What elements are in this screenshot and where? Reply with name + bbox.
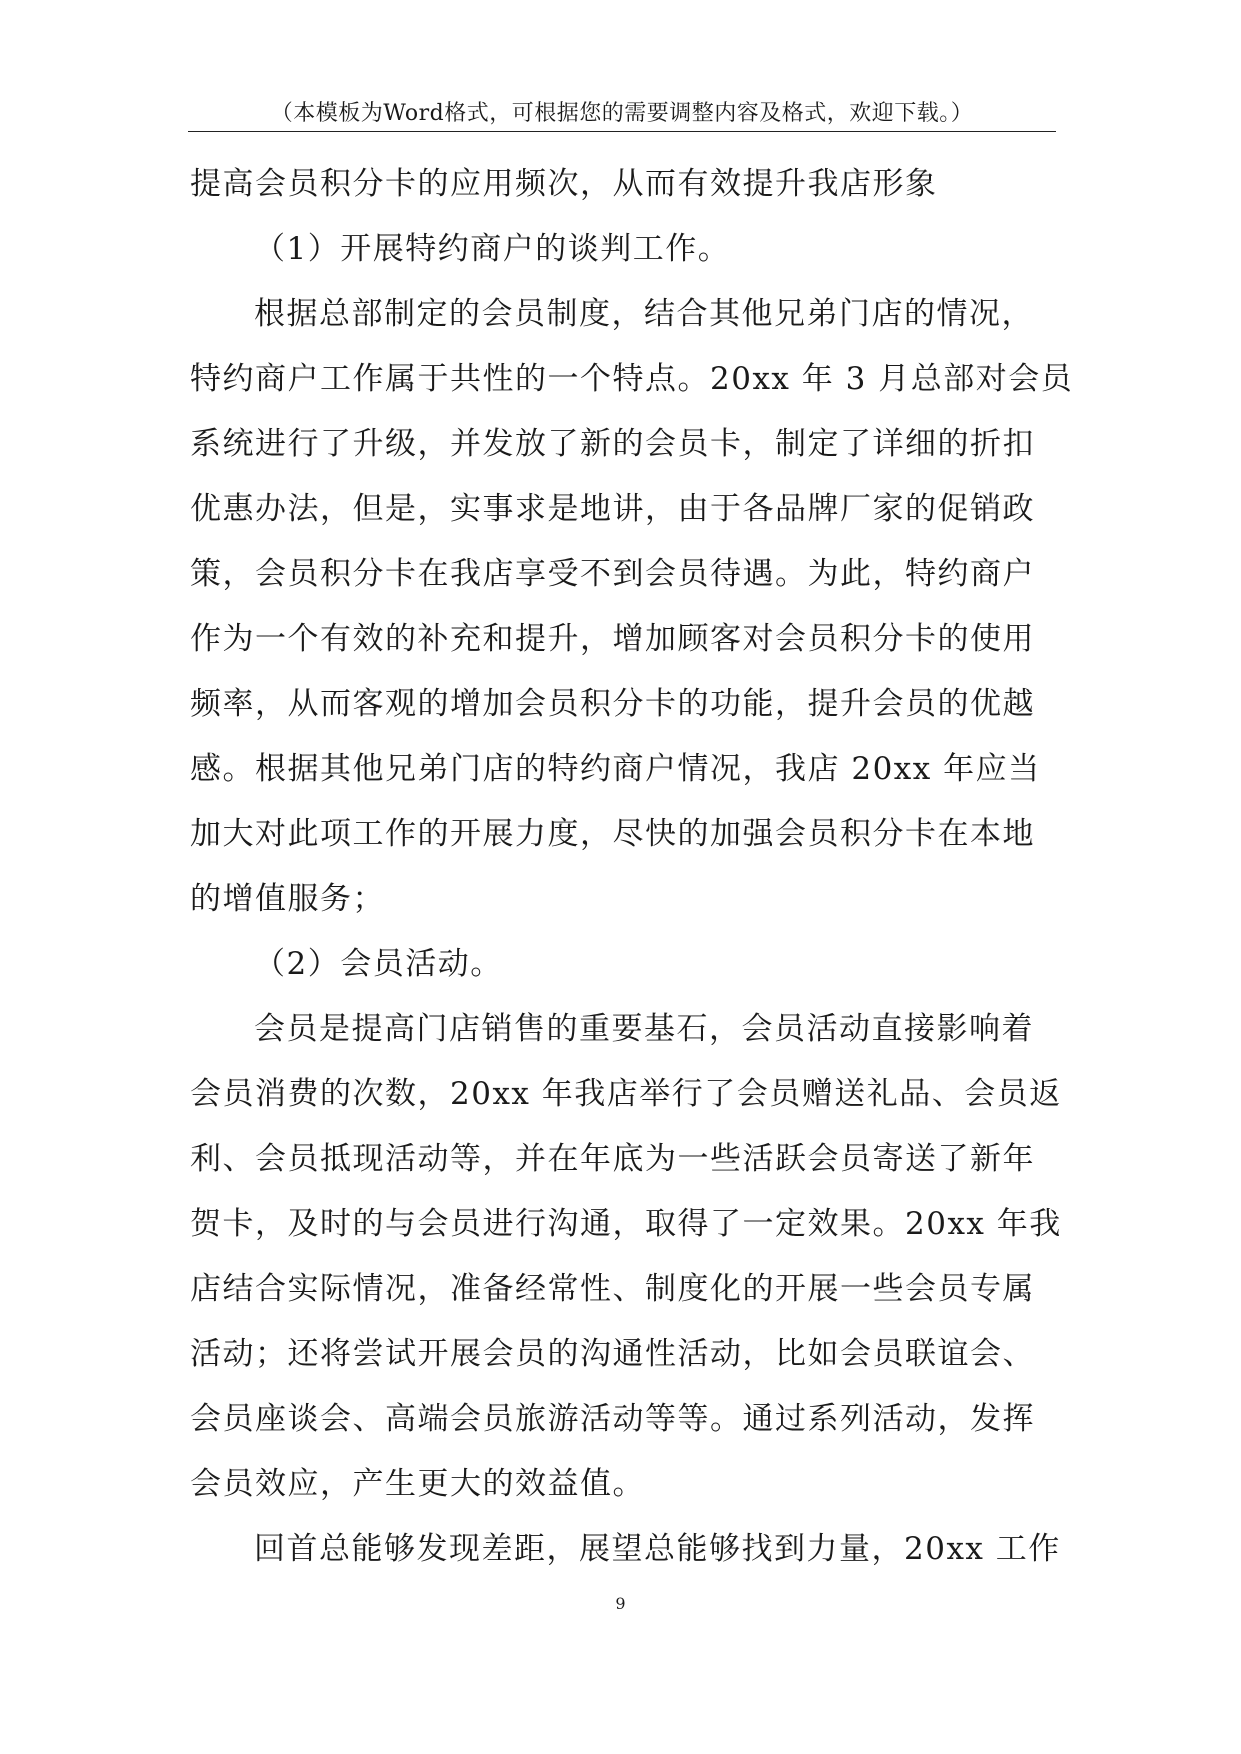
text-line: 根据总部制定的会员制度，结合其他兄弟门店的情况，: [254, 296, 1034, 332]
text-line: 会员效应，产生更大的效益值。: [190, 1466, 645, 1502]
text-line: 店结合实际情况，准备经常性、制度化的开展一些会员专属: [190, 1271, 1035, 1307]
text-line: 回首总能够发现差距，展望总能够找到力量，20xx 工作: [254, 1531, 1061, 1567]
text-line: 会员消费的次数，20xx 年我店举行了会员赠送礼品、会员返: [190, 1076, 1062, 1112]
text-line: 策，会员积分卡在我店享受不到会员待遇。为此，特约商户: [190, 556, 1035, 592]
text-line: 会员座谈会、高端会员旅游活动等等。通过系列活动，发挥: [190, 1401, 1035, 1437]
section-heading: （1）开展特约商户的谈判工作。: [254, 231, 731, 267]
body-text: [190, 160, 1074, 1590]
section-heading: （2）会员活动。: [254, 946, 503, 982]
text-line: 频率，从而客观的增加会员积分卡的功能，提升会员的优越: [190, 686, 1035, 722]
text-line: 特约商户工作属于共性的一个特点。20xx 年 3 月总部对会员: [190, 361, 1074, 397]
text-line: 贺卡，及时的与会员进行沟通，取得了一定效果。20xx 年我: [190, 1206, 1062, 1242]
text-line: 会员是提高门店销售的重要基石，会员活动直接影响着: [254, 1011, 1034, 1047]
text-line: 作为一个有效的补充和提升，增加顾客对会员积分卡的使用: [190, 621, 1035, 657]
text-line: 活动；还将尝试开展会员的沟通性活动，比如会员联谊会、: [190, 1336, 1035, 1372]
text-line: 感。根据其他兄弟门店的特约商户情况，我店 20xx 年应当: [190, 751, 1041, 787]
text-line: 加大对此项工作的开展力度，尽快的加强会员积分卡在本地: [190, 816, 1035, 852]
text-line: 优惠办法，但是，实事求是地讲，由于各品牌厂家的促销政: [190, 491, 1035, 527]
header-note: （本模板为Word格式，可根据您的需要调整内容及格式，欢迎下载。）: [270, 101, 974, 126]
page-number: 9: [615, 1594, 626, 1613]
text-line: 利、会员抵现活动等，并在年底为一些活跃会员寄送了新年: [190, 1141, 1035, 1177]
text-line: 系统进行了升级，并发放了新的会员卡，制定了详细的折扣: [190, 426, 1035, 462]
text-line: 的增值服务；: [190, 881, 385, 917]
text-line: 提高会员积分卡的应用频次，从而有效提升我店形象: [190, 166, 938, 202]
header-divider: [188, 131, 1056, 132]
